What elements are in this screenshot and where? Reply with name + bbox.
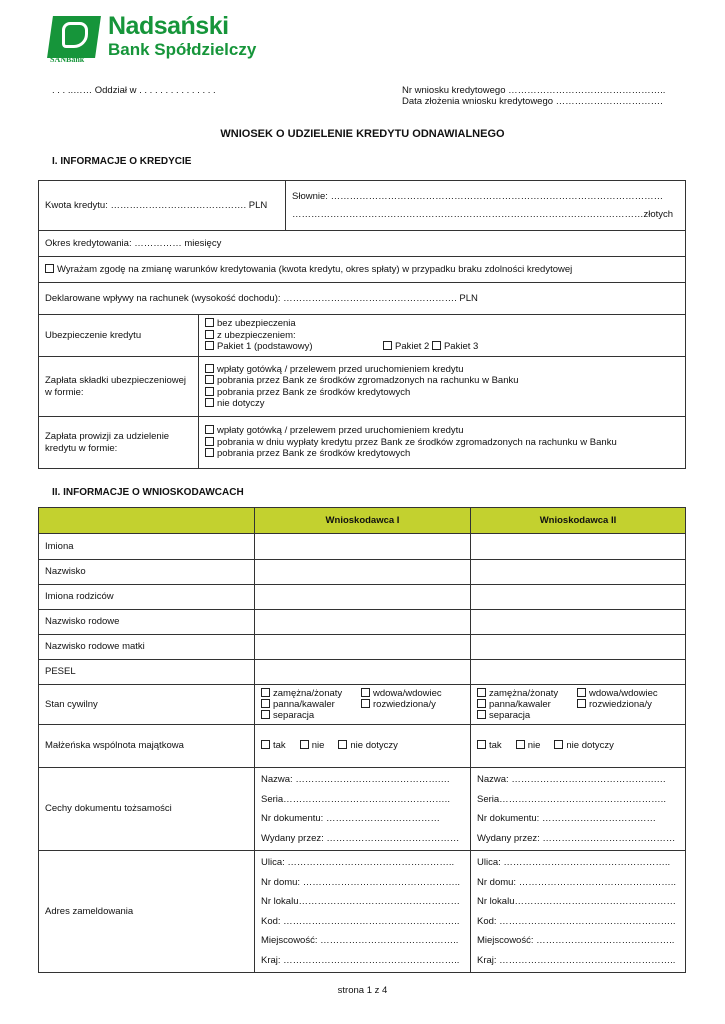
table-row [39, 635, 686, 660]
marital-checkbox[interactable] [577, 699, 586, 708]
consent-checkbox[interactable] [45, 264, 54, 273]
option-label: panna/kawaler [489, 699, 551, 710]
checkbox-option [577, 699, 677, 710]
table-row [39, 560, 686, 585]
id-field[interactable]: Nazwa: ……………………………………….… [477, 774, 666, 785]
option-label: pobrania przez Bank ze środków zgromadzonych na rachunku w Banku [217, 375, 519, 386]
marital-checkbox[interactable] [477, 688, 486, 697]
checkbox-option [205, 448, 679, 460]
checkbox-option [338, 740, 398, 752]
table-row [39, 610, 686, 635]
column-header-applicant-2: Wnioskodawca II [471, 508, 686, 534]
checkbox-option [516, 740, 541, 752]
row-label: Imiona rodziców [39, 585, 255, 610]
credit-period-field[interactable]: Okres kredytowania: …………… miesięcy [39, 231, 686, 257]
credit-info-table [38, 180, 686, 469]
option-label: nie [311, 740, 325, 752]
table-row [39, 685, 686, 725]
insurance-with-checkbox[interactable] [205, 330, 214, 339]
fee-option-checkbox[interactable] [205, 425, 214, 434]
applicant-1-input[interactable] [255, 610, 471, 635]
option-label: bez ubezpieczenia [217, 318, 296, 330]
section-2-heading: II. INFORMACJE O WNIOSKODAWCACH [52, 487, 244, 498]
row-label: Nazwisko rodowe matki [39, 635, 255, 660]
fee-label: Zapłata prowizji za udzielenie kredytu w formie: [39, 417, 199, 469]
option-label: pobrania przez Bank ze środków kredytowych [217, 386, 411, 398]
addr-field[interactable]: Nr domu: ………………………………………….. [261, 876, 460, 888]
row-label: Nazwisko [39, 560, 255, 585]
marital-checkbox[interactable] [361, 688, 370, 697]
applicant-1-marital-status [255, 685, 471, 725]
checkbox-option [477, 699, 577, 710]
table-row [39, 725, 686, 768]
checkbox-option [554, 740, 614, 752]
applicant-2-input[interactable] [471, 534, 686, 560]
checkbox-option [205, 364, 679, 376]
application-number[interactable]: Nr wniosku kredytowego ………………………………………….. [402, 85, 666, 96]
premium-option-checkbox[interactable] [205, 387, 214, 396]
table-row [39, 768, 686, 851]
applicant-1-input[interactable] [255, 660, 471, 685]
table-row [39, 585, 686, 610]
addr-field[interactable]: Kod: ……………………………………………….. [477, 915, 676, 927]
package-1-checkbox[interactable] [205, 341, 214, 350]
property-checkbox[interactable] [516, 740, 525, 749]
application-date[interactable]: Data złożenia wniosku kredytowego ……………………………. [402, 96, 663, 107]
checkbox-option [477, 710, 577, 721]
row-label: Cechy dokumentu tożsamości [39, 768, 255, 851]
checkbox-option [205, 387, 679, 399]
option-label: wdowa/wdowiec [589, 688, 658, 699]
option-label: wdowa/wdowiec [373, 688, 442, 699]
applicant-1-addr [255, 851, 471, 973]
applicant-1-input[interactable] [255, 560, 471, 585]
row-label: Małżeńska wspólnota majątkowa [39, 725, 255, 768]
option-label: zamężna/żonaty [489, 688, 559, 699]
applicant-2-input[interactable] [471, 610, 686, 635]
row-label: Nazwisko rodowe [39, 610, 255, 635]
option-label: panna/kawaler [273, 699, 335, 710]
applicant-1-input[interactable] [255, 585, 471, 610]
addr-field[interactable]: Kraj: ……………………………………………….. [477, 954, 676, 966]
option-label: tak [489, 740, 502, 752]
insurance-none-checkbox[interactable] [205, 318, 214, 327]
checkbox-option [361, 699, 461, 710]
checkbox-option [205, 375, 679, 387]
applicant-2-property [471, 725, 686, 768]
addr-field[interactable]: Nr lokalu…………………………………………… [261, 896, 460, 907]
addr-field[interactable]: Nr domu: ………………………………………….. [477, 876, 676, 888]
package-2-checkbox[interactable] [383, 341, 392, 350]
option-label: Pakiet 1 (podstawowy) [217, 341, 313, 353]
marital-options [477, 688, 679, 721]
marital-checkbox[interactable] [477, 699, 486, 708]
row-label: PESEL [39, 660, 255, 685]
page-title: WNIOSEK O UDZIELENIE KREDYTU ODNAWIALNEGO [220, 128, 505, 140]
section-1-heading: I. INFORMACJE O KREDYCIE [52, 156, 192, 167]
addr-field[interactable]: Kod: ……………………………………………….. [261, 915, 460, 927]
marital-checkbox[interactable] [261, 688, 270, 697]
insurance-label: Ubezpieczenie kredytu [39, 315, 199, 357]
premium-label: Zapłata składki ubezpieczeniowej w formie: [39, 357, 199, 417]
addr-field[interactable]: Miejscowość: …………………………………….. [477, 935, 675, 946]
option-label: wpłaty gotówką / przelewem przed uruchomieniem kredytu [217, 425, 464, 437]
marital-checkbox[interactable] [261, 699, 270, 708]
marital-options [261, 688, 464, 721]
checkbox-option [205, 398, 679, 410]
addr-field[interactable]: Kraj: ……………………………………………….. [261, 954, 460, 966]
table-row [39, 534, 686, 560]
row-label: Adres zameldowania [39, 851, 255, 973]
option-label: Pakiet 2 [395, 341, 430, 353]
option-label: pobrania w dniu wypłaty kredytu przez Bank ze środków zgromadzonych na rachunku w Banku [217, 436, 617, 448]
applicant-2-addr [471, 851, 686, 973]
property-checkbox[interactable] [554, 740, 563, 749]
branch-field[interactable]: . . . ..…… Oddział w . . . . . . . . . . . . . . . [52, 85, 216, 96]
applicant-2-input[interactable] [471, 585, 686, 610]
amount-words-line-1[interactable]: Słownie: …………………………………………………………………………………………… [292, 191, 664, 202]
option-label: separacja [489, 710, 531, 721]
option-label: pobrania przez Bank ze środków kredytowych [217, 448, 411, 460]
property-checkbox[interactable] [261, 740, 270, 749]
option-label: tak [273, 740, 286, 752]
applicant-1-input[interactable] [255, 534, 471, 560]
fee-option-checkbox[interactable] [205, 437, 214, 446]
option-label: nie dotyczy [566, 740, 614, 752]
addr-field[interactable]: Miejscowość: …………………………………….. [261, 935, 459, 946]
premium-option-checkbox[interactable] [205, 398, 214, 407]
applicant-1-property [255, 725, 471, 768]
checkbox-option [205, 425, 679, 437]
table-row [39, 660, 686, 685]
property-checkbox[interactable] [477, 740, 486, 749]
id-field[interactable]: Wydany przez: …………………………………… [261, 832, 460, 844]
column-header-applicant-1: Wnioskodawca I [255, 508, 471, 534]
id-field[interactable]: Nr dokumentu: ……………………………… [477, 813, 656, 824]
row-label: Stan cywilny [39, 685, 255, 725]
property-checkbox[interactable] [300, 740, 309, 749]
applicant-2-id [471, 768, 686, 851]
logo-name-2: Bank Spółdzielczy [108, 40, 257, 59]
applicant-1-input[interactable] [255, 635, 471, 660]
logo-short: SANBank [50, 55, 85, 64]
consent-label: Wyrażam zgodę na zmianę warunków kredytowania (kwota kredytu, okres spłaty) w przypadku braku zdolności kredytowej [57, 263, 573, 275]
marital-checkbox[interactable] [477, 710, 486, 719]
income-field[interactable]: Deklarowane wpływy na rachunek (wysokość dochodu): ………………………………………………. PLN [39, 283, 686, 315]
applicant-1-id [255, 768, 471, 851]
property-checkbox[interactable] [338, 740, 347, 749]
marital-checkbox[interactable] [577, 688, 586, 697]
applicants-table [38, 507, 686, 973]
addr-field[interactable]: Nr lokalu…………………………………………… [477, 896, 676, 907]
id-field[interactable]: Seria…………………………………………….. [477, 793, 666, 805]
addr-field[interactable]: Ulica: …………………………………………….. [477, 857, 671, 868]
applicant-2-input[interactable] [471, 660, 686, 685]
option-label: rozwiedziona/y [589, 699, 652, 710]
checkbox-option [477, 688, 577, 699]
option-label: wpłaty gotówką / przelewem przed uruchomieniem kredytu [217, 363, 464, 375]
applicant-2-marital-status [471, 685, 686, 725]
credit-amount-field[interactable]: Kwota kredytu: ……………………………………. PLN [39, 181, 286, 231]
option-label: nie dotyczy [217, 398, 265, 409]
option-label: z ubezpieczeniem: [217, 329, 296, 341]
option-label: Pakiet 3 [443, 341, 479, 353]
package-3-checkbox[interactable] [432, 341, 441, 350]
marital-checkbox[interactable] [261, 710, 270, 719]
addr-field[interactable]: Ulica: …………………………………………….. [261, 857, 455, 868]
id-field[interactable]: Nr dokumentu: ……………………………… [261, 813, 440, 824]
checkbox-option [261, 688, 361, 699]
applicant-2-input[interactable] [471, 635, 686, 660]
checkbox-option [361, 688, 461, 699]
applicant-2-input[interactable] [471, 560, 686, 585]
id-field[interactable]: Wydany przez: …………………………………… [477, 832, 676, 844]
page-number: strona 1 z 4 [337, 985, 388, 996]
row-label: Imiona [39, 534, 255, 560]
checkbox-option [261, 699, 361, 710]
premium-option-checkbox[interactable] [205, 364, 214, 373]
option-label: nie [527, 740, 541, 752]
logo-name: Nadsański [108, 12, 229, 40]
premium-option-checkbox[interactable] [205, 375, 214, 384]
checkbox-option [477, 740, 502, 752]
option-label: separacja [273, 710, 315, 721]
table-row [39, 851, 686, 973]
checkbox-option [300, 740, 325, 752]
fee-option-checkbox[interactable] [205, 448, 214, 457]
option-label: nie dotyczy [350, 740, 398, 752]
marital-checkbox[interactable] [361, 699, 370, 708]
checkbox-option [205, 437, 679, 449]
amount-words-line-2[interactable]: …………………………………………………………………………………………………złotych [292, 208, 674, 220]
id-field[interactable]: Nazwa: ……………………………………….… [261, 774, 450, 785]
id-field[interactable]: Seria…………………………………………….. [261, 793, 450, 805]
column-header [39, 508, 255, 534]
checkbox-option [261, 740, 286, 752]
checkbox-option [261, 710, 361, 721]
option-label: zamężna/żonaty [273, 688, 343, 699]
checkbox-option [577, 688, 677, 699]
option-label: rozwiedziona/y [373, 699, 436, 710]
